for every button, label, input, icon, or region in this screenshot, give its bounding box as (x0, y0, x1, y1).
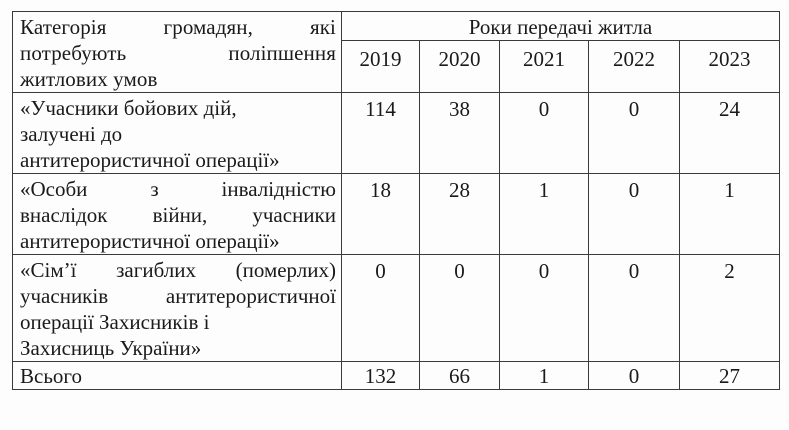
table-row (13, 93, 780, 174)
years-title-cell: Роки передачі житла (342, 12, 780, 41)
total-value-cell: 132 (342, 362, 420, 390)
value-cell: 114 (342, 93, 420, 174)
category-cell (13, 93, 342, 174)
year-header: 2021 (500, 41, 589, 93)
category-line: Захисниць України» (20, 336, 202, 360)
value-cell: 0 (342, 255, 420, 362)
table-row (13, 174, 780, 255)
value-cell: 0 (500, 255, 589, 362)
category-line: антитерористичної операції» (20, 229, 280, 253)
total-value-cell: 27 (680, 362, 780, 390)
value-cell: 2 (680, 255, 780, 362)
category-header-line: потребують поліпшення (20, 41, 336, 65)
category-line: антитерористичної операції» (20, 148, 280, 172)
value-cell: 0 (420, 255, 500, 362)
category-header-line: житлових умов (20, 67, 158, 91)
category-header-line: Категорія громадян, які (20, 15, 336, 39)
category-line: внаслідок війни, учасники (20, 203, 336, 227)
table-header-row (13, 12, 780, 41)
value-cell: 38 (420, 93, 500, 174)
total-value-cell: 1 (500, 362, 589, 390)
total-label: Всього (13, 362, 342, 390)
total-value-cell: 66 (420, 362, 500, 390)
value-cell: 0 (589, 93, 680, 174)
category-line: «Учасники бойових дій, (20, 96, 237, 120)
table-row (13, 255, 780, 362)
category-line: учасників антитерористичної (20, 284, 336, 308)
category-cell (13, 255, 342, 362)
value-cell: 1 (680, 174, 780, 255)
housing-transfer-table (12, 11, 780, 390)
value-cell: 0 (589, 174, 680, 255)
category-line: операції Захисників і (20, 310, 210, 334)
year-header: 2023 (680, 41, 780, 93)
value-cell: 1 (500, 174, 589, 255)
value-cell: 0 (500, 93, 589, 174)
category-header-cell (13, 12, 342, 93)
category-line: «Особи з інвалідністю (20, 177, 336, 201)
category-cell (13, 174, 342, 255)
total-row (13, 362, 780, 390)
value-cell: 24 (680, 93, 780, 174)
year-header: 2020 (420, 41, 500, 93)
year-header: 2022 (589, 41, 680, 93)
total-value-cell: 0 (589, 362, 680, 390)
category-line: «Сім’ї загиблих (померлих) (20, 258, 336, 282)
year-header: 2019 (342, 41, 420, 93)
value-cell: 0 (589, 255, 680, 362)
value-cell: 28 (420, 174, 500, 255)
category-line: залучені до (20, 122, 123, 146)
value-cell: 18 (342, 174, 420, 255)
